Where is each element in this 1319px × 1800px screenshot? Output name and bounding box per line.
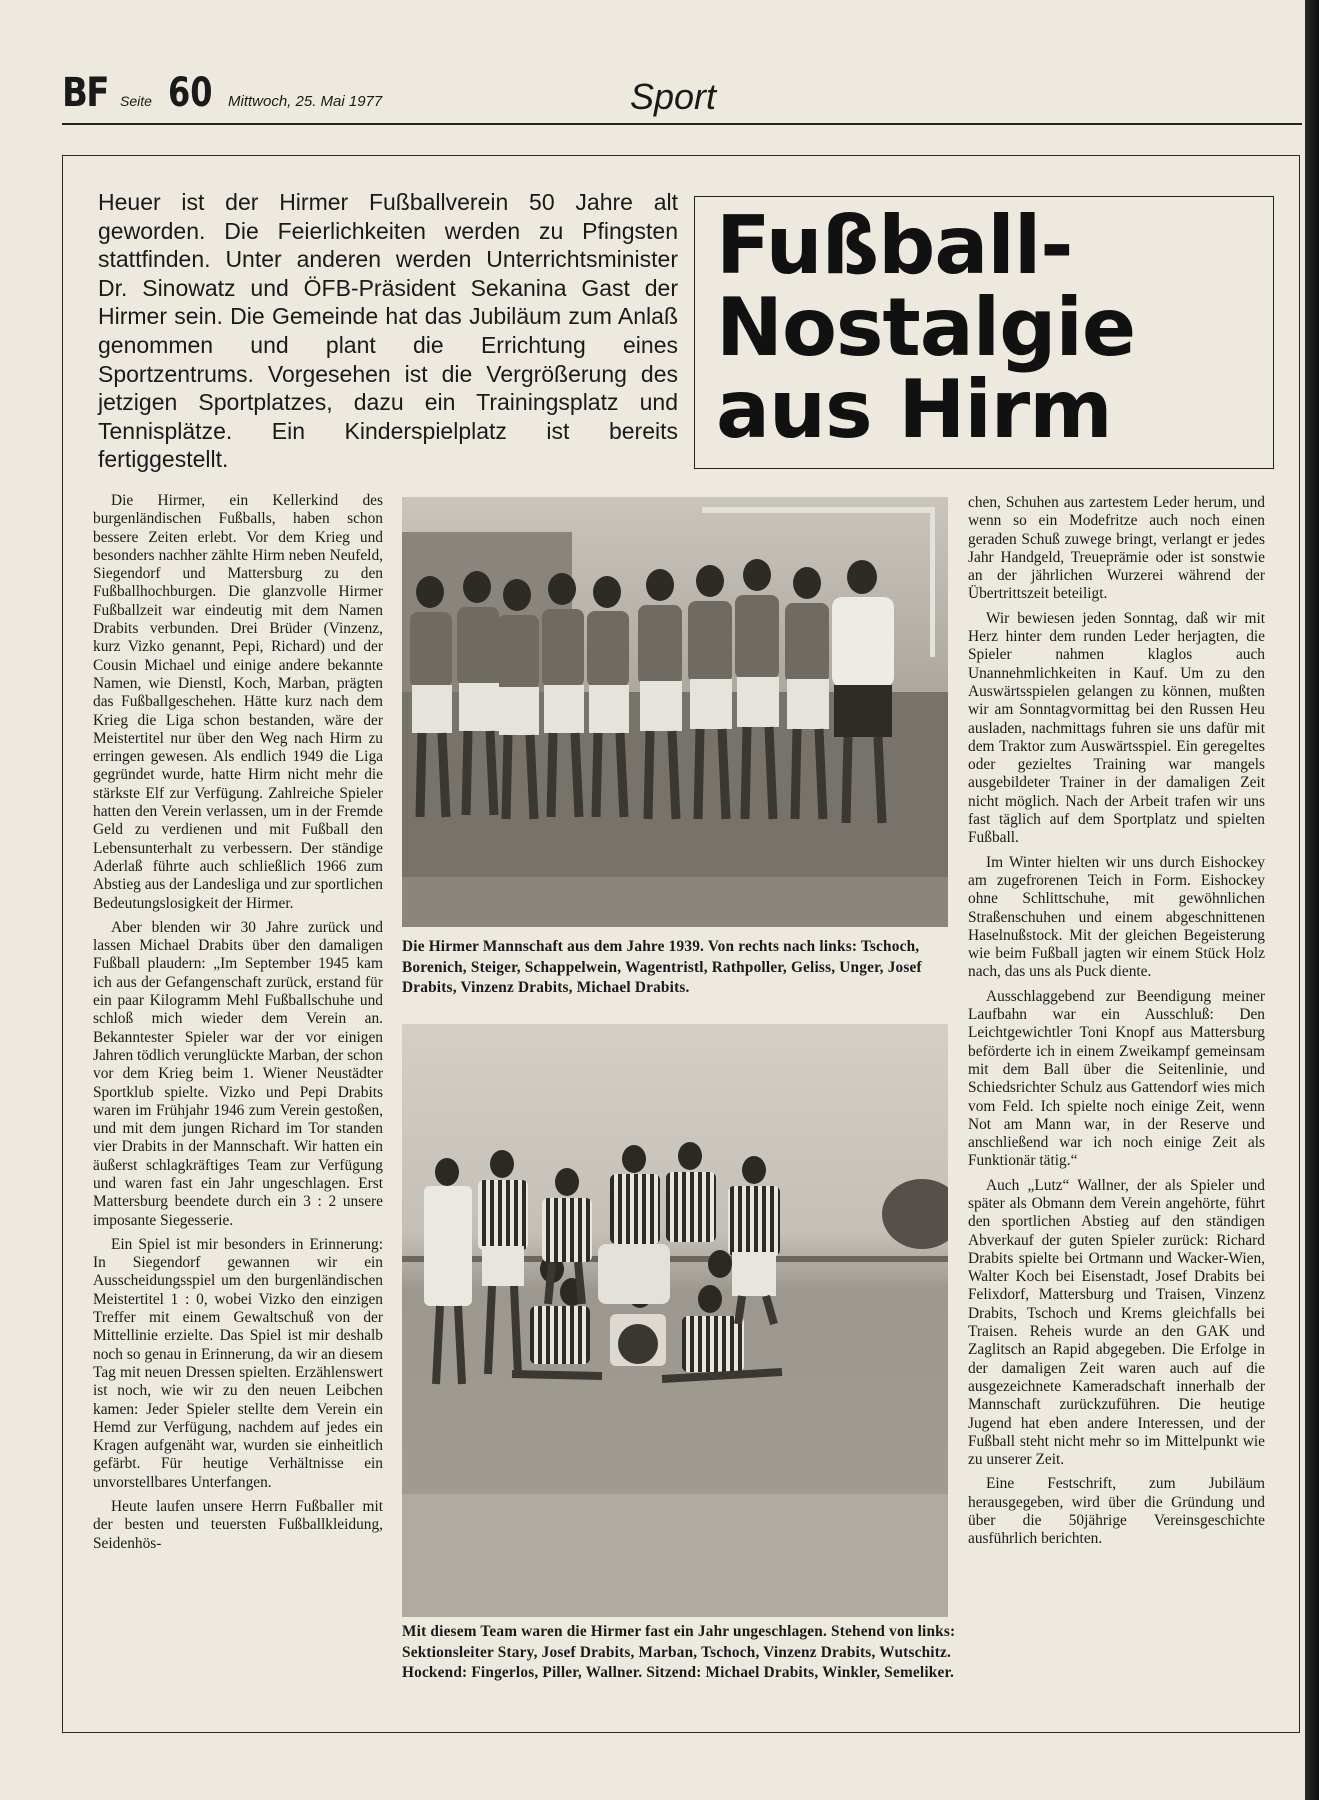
paragraph: Im Winter hielten wir uns durch Eishockey am zugefrorenen Teich in Form. Eishockey ohne Schlittschuhe, mit gewöhnlichen Straßenschuhen und einem abgeschnittenen Haselnußstock. Mit der gleichen Begeisterung wie beim Fußball jagten wir einem Stück Holz nach, das uns als Puck diente. bbox=[968, 853, 1265, 981]
publication-logo: BF bbox=[62, 70, 108, 116]
article-intro: Heuer ist der Hirmer Fußballverein 50 Jahre alt geworden. Die Feierlichkeiten werden zu Pfingsten stattfinden. Unter anderen werden Unterrichtsminister Dr. Sinowatz und ÖFB-Präsident Sekanina Gast der Hirmer sein. Die Gemeinde hat das Jubiläum zum Anlaß genommen und plant die Errichtung eines Sportzentrums. Vorgesehen ist die Vergrößerung des jetzigen Sportplatzes, dazu ein Trainingsplatz und Tennisplätze. Ein Kinderspielplatz ist bereits fertiggestellt. bbox=[98, 189, 678, 473]
body-column-right bbox=[968, 494, 1265, 1555]
paragraph: chen, Schuhen aus zartestem Leder herum, und wenn so ein Modefritze auch noch einen geraden Schuß zuwege bringt, verlangt er jedes Jahr Handgeld, Treueprämie oder ist sonstwie an der jährlichen Wurzerei während der Übertrittszeit beteiligt. bbox=[968, 494, 1265, 603]
paragraph: Eine Festschrift, zum Jubiläum herausgegeben, wird über die Gründung und über die 50jährige Vereinsgeschichte ausführlich berichten. bbox=[968, 1475, 1265, 1548]
masthead bbox=[62, 68, 1302, 128]
team-photo-postwar bbox=[402, 1024, 948, 1617]
paragraph: Auch „Lutz“ Wallner, der als Spieler und später als Obmann dem Verein angehörte, führt den sportlichen Abstieg auf den ständigen Abverkauf der guten Spieler zurück: Richard Drabits spielte bei Ortmann und Wacker-Wien, Walter Koch bei Eisenstadt, Josef Drabits bei Felixdorf, Mattersburg und Traisen, Vinzenz Drabits, Tschoch und Krems gleichfalls bei Traisen. Reheis wurde an den GAK und Zaglitsch an Rapid abgegeben. Die Erfolge in der damaligen Zeit waren auch auf die ausgezeichnete Kameradschaft innerhalb der Mannschaft zurückzuführen. Die heutige Jugend hat eben andere Interessen, und der Fußball steht nicht mehr so im Mittelpunkt wie zu unserer Zeit. bbox=[968, 1176, 1265, 1469]
headline-line: Nostalgie bbox=[716, 281, 1136, 374]
paragraph: Ein Spiel ist mir besonders in Erinnerung: In Siegendorf gewannen wir ein Ausscheidungsspiel um den burgenländischen Meistertitel 1 : 0, wobei Vizko den einzigen Treffer mit einem Gewaltschuß von der Mittellinie erzielte. Das Spiel ist mir deshalb noch so genau in Erinnerung, da wir an diesem Tag mit neuen Dressen spielten. Erzählenswert ist noch, wie wir zu den neuen Leibchen kamen: Jeder Spieler stellte dem Verein ein Hemd zur Verfügung, nachdem auf jedes ein Kragen aufgenäht war, wurden sie einheitlich gefärbt. Für heutige Verhältnisse ein unvorstellbares Unterfangen. bbox=[93, 1235, 383, 1491]
paragraph: Die Hirmer, ein Kellerkind des burgenländischen Fußballs, haben schon bessere Zeiten erlebt. Vor dem Krieg und besonders nachher zählte Hirm neben Neufeld, Siegendorf und Mattersburg zu den Fußballhochburgen. Die glanzvolle Hirmer Fußballzeit war eindeutig mit dem Namen Drabits verbunden. Drei Brüder (Vinzenz, kurz Vizko genannt, Pepi, Richard) und der Cousin Michael und einige andere bekannte Namen, wie Dienstl, Koch, Marban, prägten das Fußballgeschehen. Hätte kurz nach dem Krieg die Liga schon bestanden, wäre der Meistertitel nur über den Weg nach Hirm zu erringen gewesen. Als endlich 1949 die Liga gegründet wurde, hatte Hirm nicht mehr die stärkste Elf zur Verfügung. Zahlreiche Spieler hatten den Verein verlassen, um in der Fremde Geld zu verdienen und mit Fußball den Lebensunterhalt zu verbessern. Der ständige Aderlaß führte auch schließlich 1966 zum Abstieg aus der Landesliga und zur sportlichen Bedeutungslosigkeit der Hirmer. bbox=[93, 492, 383, 912]
page-label: Seite bbox=[120, 93, 152, 109]
paragraph: Ausschlaggebend zur Beendigung meiner Laufbahn war ein Ausschluß: Den Leichtgewichtler Toni Knopf aus Mattersburg beförderte ich in einem Zweikampf gemeinsam mit dem Ball über die Seitenlinie, und Schiedsrichter Schulz aus Gattendorf wies mich vom Feld. Ich spielte noch einige Zeit, wenn Not am Mann war, in der Reserve und anschließend war ich noch einige Zeit als Funktionär tätig.“ bbox=[968, 987, 1265, 1170]
paragraph: Heute laufen unsere Herrn Fußballer mit der besten und teuersten Fußballkleidung, Seidenhös- bbox=[93, 1498, 383, 1552]
section-title: Sport bbox=[630, 76, 717, 117]
masthead-rule bbox=[62, 123, 1302, 125]
issue-date: Mittwoch, 25. Mai 1977 bbox=[228, 93, 383, 110]
headline-line: aus Hirm bbox=[716, 363, 1112, 456]
team-photo-1939 bbox=[402, 497, 948, 927]
photo-caption: Die Hirmer Mannschaft aus dem Jahre 1939. Von rechts nach links: Tschoch, Borenich, Steiger, Schappelwein, Wagentristl, Rathpoller, Geliss, Unger, Josef Drabits, Vinzenz Drabits, Michael Drabits. bbox=[402, 938, 922, 996]
body-column-left bbox=[93, 492, 383, 1559]
headline-line: Fußball- bbox=[716, 199, 1073, 292]
page-number: 60 bbox=[168, 70, 213, 116]
photo-caption: Mit diesem Team waren die Hirmer fast ein Jahr ungeschlagen. Stehend von links: Sektionsleiter Stary, Josef Drabits, Marban, Tschoch, Vinzenz Drabits, Wutschitz. Hockend: Fingerlos, Piller, Wallner. Sitzend: Michael Drabits, Winkler, Semeliker. bbox=[402, 1623, 956, 1681]
article-headline bbox=[716, 199, 1276, 456]
paragraph: Wir bewiesen jeden Sonntag, daß wir mit Herz hinter dem runden Leder herjagten, die Spieler nahmen klaglos auch Unannehmlichkeiten in Kauf. Um zu den Auswärtsspielen gelangen zu können, mußten wir am Sonntagvormittag bei den Russen Heu ausladen, nachmittags fuhren sie uns dafür mit dem Traktor zum Auswärtsspiel. Ein geregeltes oder gezieltes Training war mangels ausgebildeter Trainer in der damaligen Zeit nicht möglich. Nach der Arbeit trafen wir uns fast täglich auf dem Sportplatz und spielten Fußball. bbox=[968, 609, 1265, 847]
scan-edge bbox=[1305, 0, 1319, 1800]
paragraph: Aber blenden wir 30 Jahre zurück und lassen Michael Drabits über den damaligen Fußball plaudern: „Im September 1945 kam ich aus der Gefangenschaft zurück, erstand für ein paar Kilogramm Mehl Fußballschuhe und schloß mich wieder dem Verein an. Bekanntester Spieler war der vor einigen Jahren tödlich verunglückte Marban, der schon vor dem Krieg beim 1. Wiener Neustädter Sportklub spielte. Vizko und Pepi Drabits waren im Frühjahr 1946 zum Verein gestoßen, und mit dem jungen Richard im Tor standen vier Drabits in der Mannschaft. Wir hatten ein äußerst schlagkräftiges Team zur Verfügung und waren fast ein Jahr ungeschlagen. Erst Mattersburg beendete durch ein 3 : 2 unsere imposante Siegesserie. bbox=[93, 918, 383, 1229]
